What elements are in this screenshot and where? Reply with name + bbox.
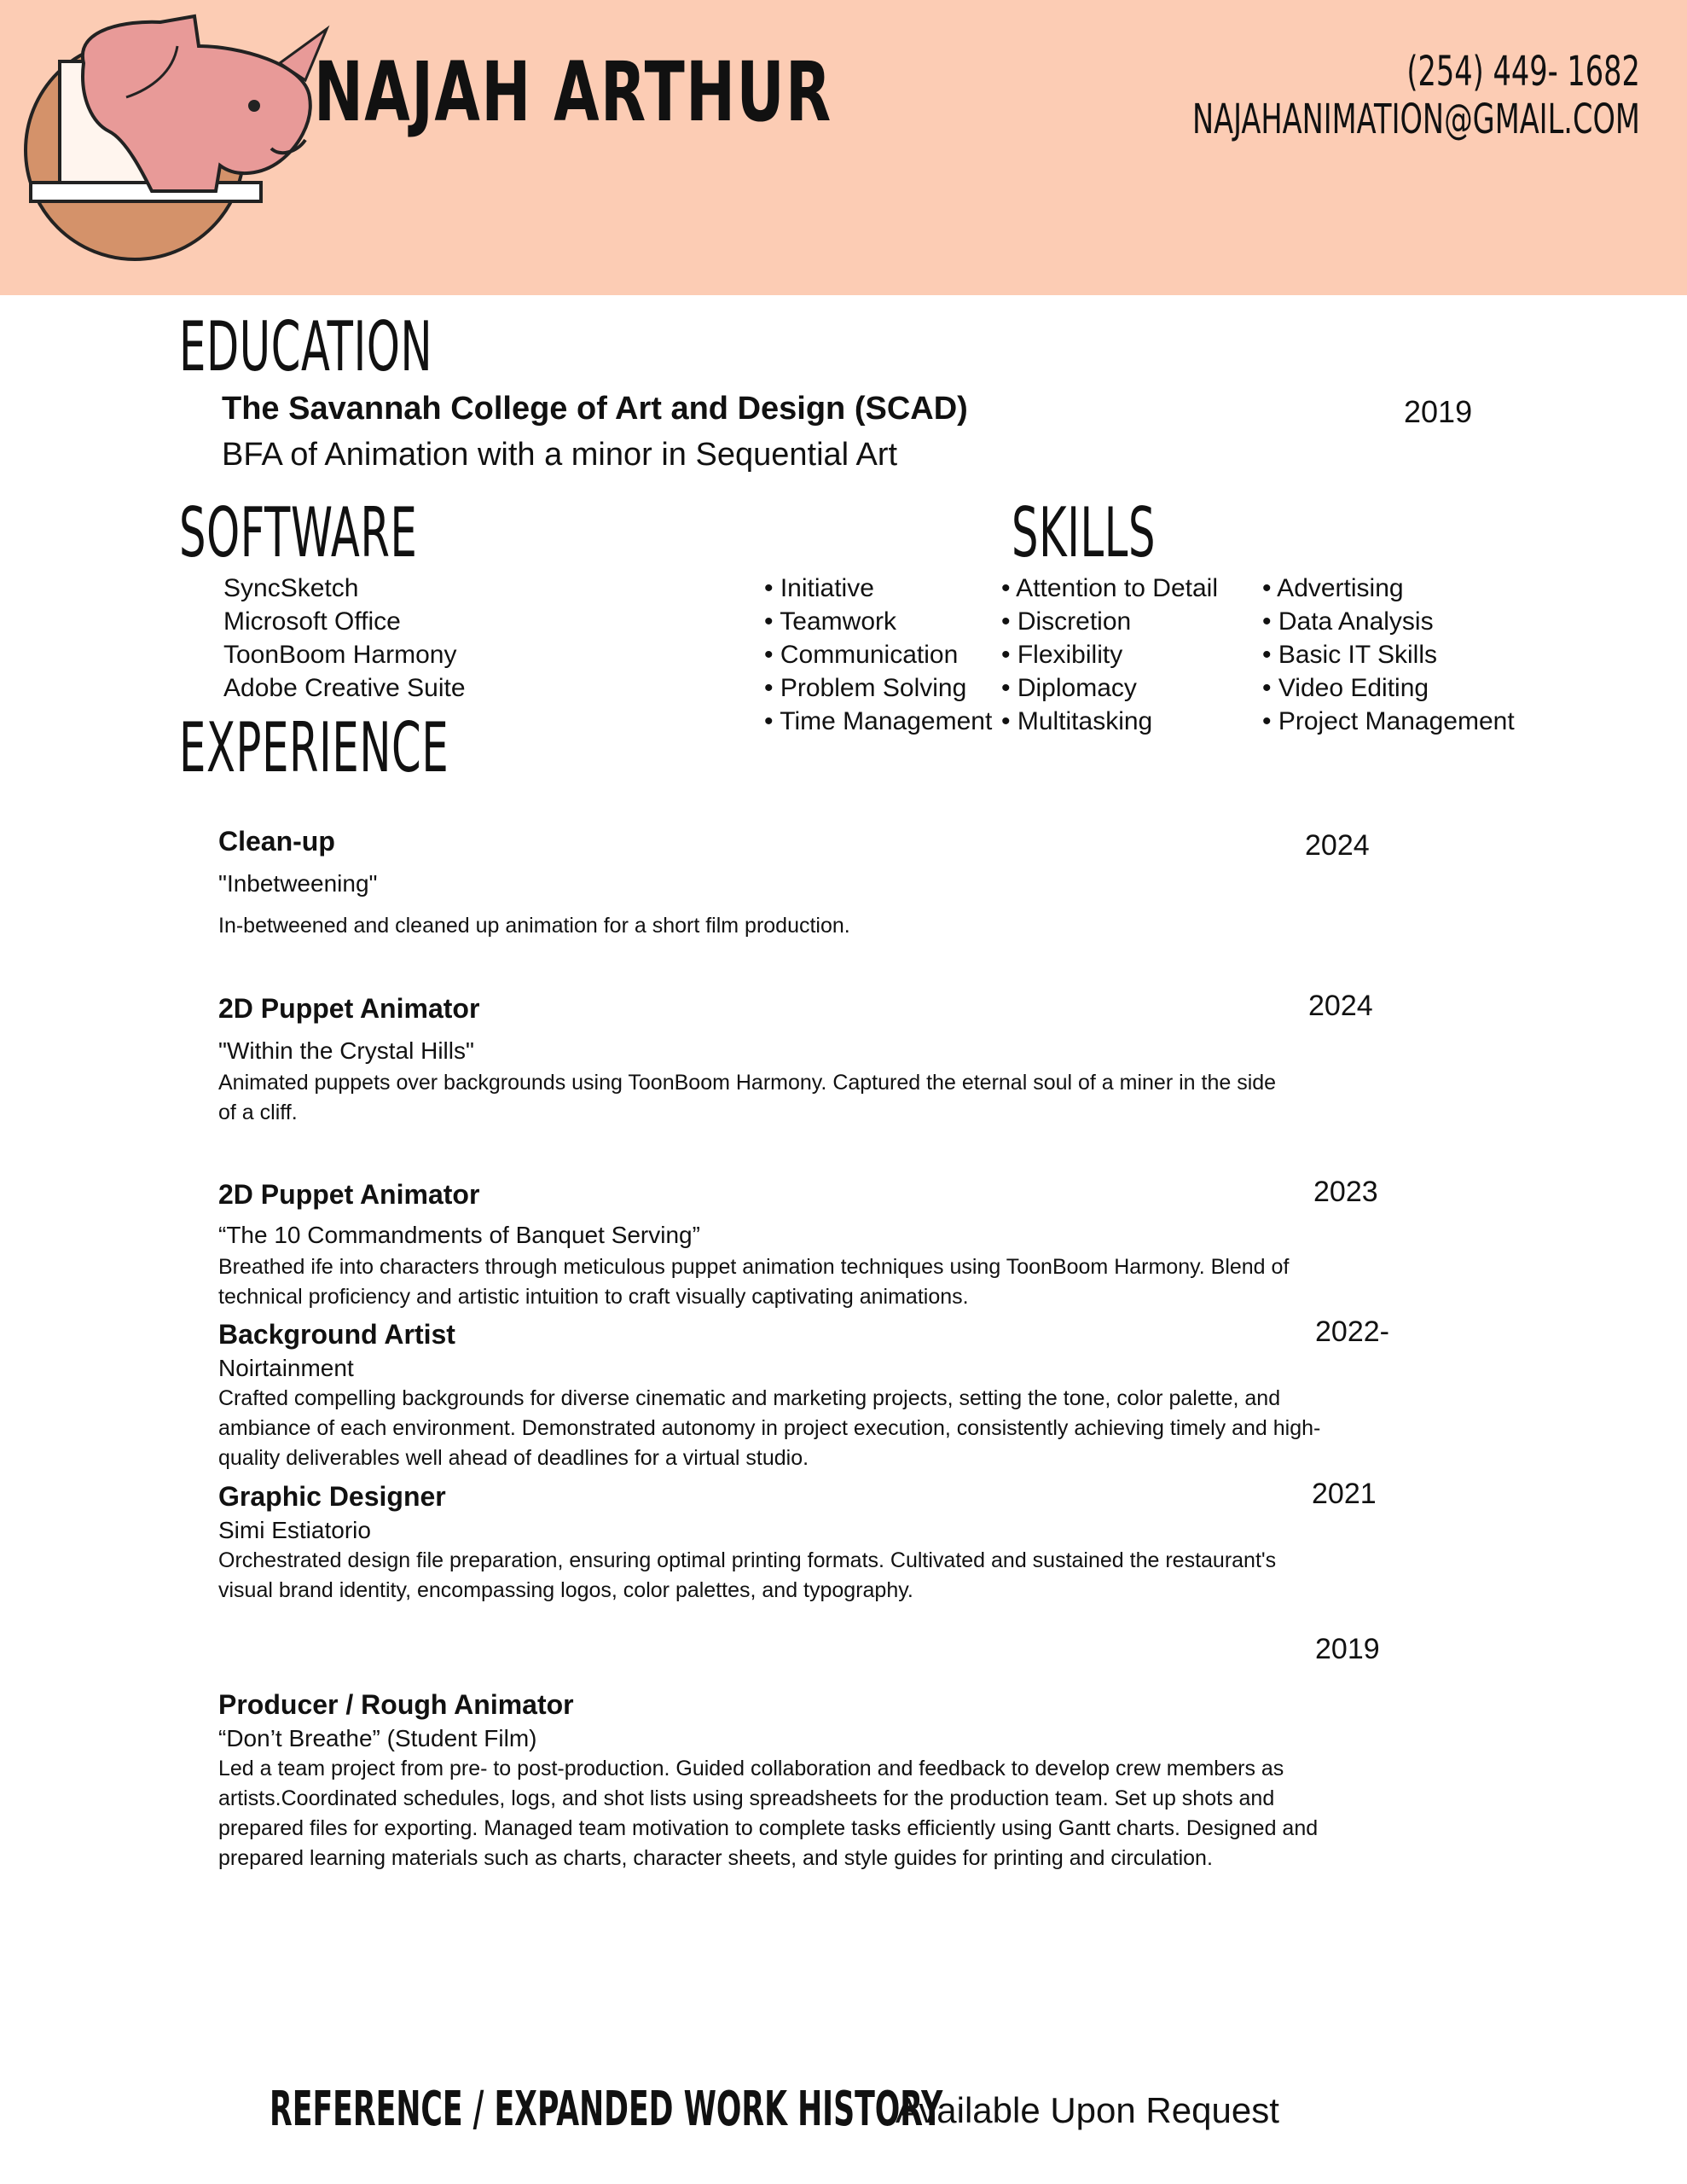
job-year: 2022- [1315,1316,1389,1348]
skills-column-1 [764,572,992,738]
skills-column-2 [1001,572,1218,738]
job-subtitle: "Within the Crystal Hills" [218,1037,474,1064]
software-item: SyncSketch [223,574,359,602]
unicorn-logo-icon [24,12,331,268]
skill-item: • Multitasking [1001,707,1153,735]
education-degree: BFA of Animation with a minor in Sequential Art [222,437,898,473]
education-school: The Savannah College of Art and Design (SCAD) [222,391,968,427]
candidate-name: NAJAH ARTHUR [314,44,832,140]
skill-item: • Discretion [1001,607,1132,636]
job-description: Breathed ife into characters through meticulous puppet animation techniques using ToonBoom Harmony. Blend of technical proficiency and artistic intuition to craft visually captivating animations. [218,1255,1290,1309]
skill-item: • Problem Solving [764,674,967,702]
software-item: ToonBoom Harmony [223,641,457,669]
education-year: 2019 [1404,394,1473,429]
education-heading: EDUCATION [179,307,433,386]
job-description: Crafted compelling backgrounds for diverse cinematic and marketing projects, setting the tone, color palette, and ambiance of each environment. Demonstrated autonomy in project execution, consistently achieving timely and high-quality deliverables well ahead of deadlines for a virtual studio. [218,1386,1321,1470]
software-item: Adobe Creative Suite [223,674,466,702]
job-title: Producer / Rough Animator [218,1689,574,1720]
skill-item: • Data Analysis [1262,607,1434,636]
job-subtitle: Noirtainment [218,1355,354,1381]
job-year: 2023 [1313,1176,1378,1208]
footer-heading: REFERENCE / EXPANDED WORK HISTORY [270,2082,943,2137]
job-year: 2019 [1315,1633,1380,1665]
skill-item: • Teamwork [764,607,896,636]
phone-number: (254) 449- 1682 [1406,48,1640,96]
email-address: NAJAHANIMATION@GMAIL.COM [1192,96,1640,143]
job-year: 2024 [1308,990,1373,1022]
job-title: Background Artist [218,1319,455,1350]
experience-heading: EXPERIENCE [179,708,449,787]
job-subtitle: Simi Estiatorio [218,1517,371,1543]
job-subtitle: “Don’t Breathe” (Student Film) [218,1725,537,1751]
skill-item: • Flexibility [1001,641,1123,669]
skill-item: • Diplomacy [1001,674,1137,702]
skill-item: • Project Management [1262,707,1515,735]
skills-column-3 [1262,572,1515,738]
job-subtitle: "Inbetweening" [218,870,378,897]
job-year: 2021 [1312,1478,1377,1510]
skill-item: • Advertising [1262,574,1404,602]
software-heading: SOFTWARE [179,493,418,572]
job-title: Clean-up [218,826,335,857]
footer-note: Available Upon Request [896,2090,1279,2130]
job-description: Animated puppets over backgrounds using ToonBoom Harmony. Captured the eternal soul of a miner in the side of a cliff. [218,1071,1277,1124]
job-description: Led a team project from pre- to post-production. Guided collaboration and feedback to develop crew members as artists.Coordinated schedules, logs, and shot lists using spreadsheets for the production team. Set up shots and prepared files for exporting. Managed team motivation to complete tasks efficiently using Gantt charts. Designed and prepared learning materials such as charts, character sheets, and style guides for printing and circulation. [218,1757,1319,1870]
skill-item: • Initiative [764,574,874,602]
job-subtitle: “The 10 Commandments of Banquet Serving” [218,1222,700,1248]
contact-block [1000,48,1640,143]
skill-item: • Attention to Detail [1001,574,1218,602]
software-item: Microsoft Office [223,607,401,636]
job-title: Graphic Designer [218,1481,446,1512]
skill-item: • Communication [764,641,959,669]
skill-item: • Time Management [764,707,993,735]
job-year: 2024 [1305,829,1370,862]
job-title: 2D Puppet Animator [218,1179,480,1210]
job-description: Orchestrated design file preparation, ensuring optimal printing formats. Cultivated and sustained the restaurant's visual brand identity, encompassing logos, color palettes, and typography. [218,1548,1277,1602]
skill-item: • Basic IT Skills [1262,641,1437,669]
skill-item: • Video Editing [1262,674,1429,702]
job-title: 2D Puppet Animator [218,993,480,1024]
skills-heading: SKILLS [1012,493,1157,572]
software-list [223,572,466,705]
job-description: In-betweened and cleaned up animation for a short film production. [218,914,850,938]
